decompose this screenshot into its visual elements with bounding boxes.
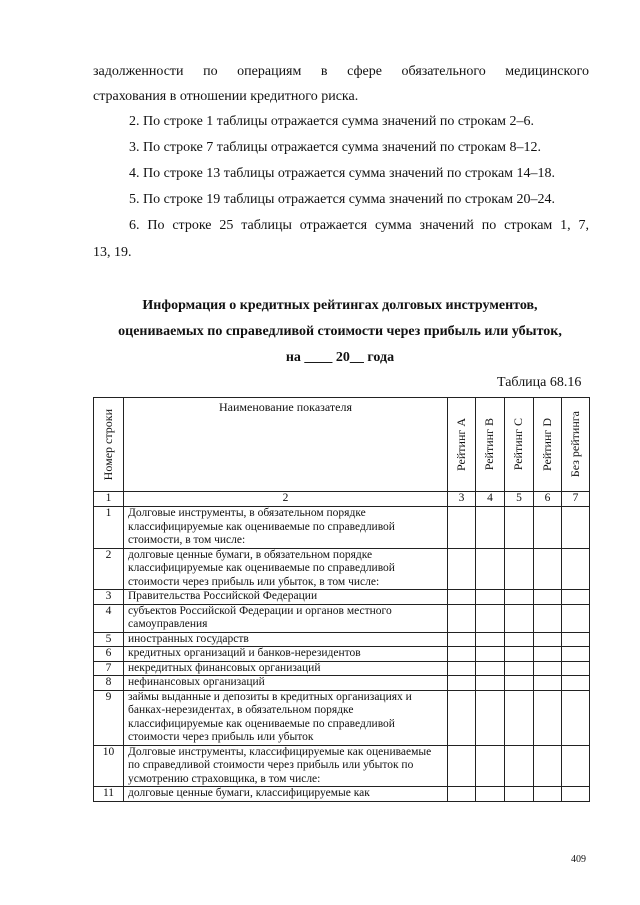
column-number-6: 6: [534, 492, 562, 507]
column-number-2: 2: [124, 492, 448, 507]
column-numbers-row: [94, 492, 590, 507]
intro-line-1: задолженности по операциям в сфере обязательного медицинского: [93, 64, 589, 79]
rating-c-cell: [505, 661, 534, 676]
no-rating-cell: [562, 647, 590, 662]
column-number-7: 7: [562, 492, 590, 507]
rating-d-cell: [534, 548, 562, 590]
rating-c-cell: [505, 676, 534, 691]
rating-b-cell: [476, 661, 505, 676]
row-number: 10: [94, 745, 124, 787]
table-row: [94, 690, 590, 745]
table-row: [94, 604, 590, 632]
rating-d-cell: [534, 507, 562, 549]
header-name: Наименование показателя: [124, 398, 448, 492]
table-row: [94, 745, 590, 787]
rating-c-cell: [505, 787, 534, 802]
table-row: [94, 647, 590, 662]
column-number-4: 4: [476, 492, 505, 507]
header-rating-b: [476, 398, 505, 492]
row-number: 3: [94, 590, 124, 605]
table-caption: Таблица 68.16: [497, 375, 582, 390]
row-name: займы выданные и депозиты в кредитных организациях и банках-нерезидентах, в обязательном порядке классифицируемые как оцениваемые по справедливой стоимости через прибыль или убыток: [124, 690, 448, 745]
rating-c-cell: [505, 507, 534, 549]
rating-c-cell: [505, 690, 534, 745]
no-rating-cell: [562, 507, 590, 549]
paragraph-item-6-line-2: 13, 19.: [93, 245, 132, 260]
row-name: некредитных финансовых организаций: [124, 661, 448, 676]
rating-a-cell: [448, 745, 476, 787]
row-name: иностранных государств: [124, 632, 448, 647]
table-row: [94, 590, 590, 605]
row-number: 9: [94, 690, 124, 745]
header-rating-b-label: Рейтинг B: [482, 418, 497, 471]
header-no-rating-label: Без рейтинга: [567, 411, 582, 478]
rating-a-cell: [448, 647, 476, 662]
no-rating-cell: [562, 661, 590, 676]
row-number: 2: [94, 548, 124, 590]
rating-c-cell: [505, 745, 534, 787]
rating-d-cell: [534, 690, 562, 745]
paragraph-item-2: 2. По строке 1 таблицы отражается сумма значений по строкам 2–6.: [129, 114, 535, 129]
rating-b-cell: [476, 787, 505, 802]
rating-d-cell: [534, 661, 562, 676]
rating-d-cell: [534, 787, 562, 802]
paragraph-item-5: 5. По строке 19 таблицы отражается сумма значений по строкам 20–24.: [129, 192, 556, 207]
table-row: [94, 676, 590, 691]
rating-b-cell: [476, 604, 505, 632]
rating-c-cell: [505, 647, 534, 662]
rating-a-cell: [448, 548, 476, 590]
no-rating-cell: [562, 548, 590, 590]
rating-d-cell: [534, 745, 562, 787]
row-name: долговые ценные бумаги, в обязательном порядке классифицируемые как оцениваемые по справедливой стоимости через прибыль или убыток, в том числе:: [124, 548, 448, 590]
no-rating-cell: [562, 787, 590, 802]
row-number: 6: [94, 647, 124, 662]
column-number-5: 5: [505, 492, 534, 507]
rating-d-cell: [534, 604, 562, 632]
column-number-1: 1: [94, 492, 124, 507]
rating-b-cell: [476, 647, 505, 662]
table-header-row: [94, 398, 590, 492]
rating-b-cell: [476, 676, 505, 691]
column-number-3: 3: [448, 492, 476, 507]
row-number: 5: [94, 632, 124, 647]
header-rating-c-label: Рейтинг C: [511, 418, 526, 471]
table-row: [94, 507, 590, 549]
no-rating-cell: [562, 676, 590, 691]
rating-c-cell: [505, 590, 534, 605]
rating-c-cell: [505, 548, 534, 590]
table-row: [94, 661, 590, 676]
table-title-line-1: Информация о кредитных рейтингах долговых инструментов,: [142, 298, 538, 313]
rating-b-cell: [476, 507, 505, 549]
rating-b-cell: [476, 548, 505, 590]
rating-a-cell: [448, 690, 476, 745]
rating-a-cell: [448, 676, 476, 691]
header-rating-d: [534, 398, 562, 492]
rating-c-cell: [505, 604, 534, 632]
table-title-line-2: оцениваемых по справедливой стоимости через прибыль или убыток,: [118, 324, 562, 339]
rating-a-cell: [448, 787, 476, 802]
row-name: Долговые инструменты, классифицируемые как оцениваемые по справедливой стоимости через прибыль или убыток по усмотрению страховщика, в том числе:: [124, 745, 448, 787]
rating-b-cell: [476, 745, 505, 787]
row-number: 1: [94, 507, 124, 549]
table-row: [94, 632, 590, 647]
no-rating-cell: [562, 690, 590, 745]
table-title-line-3: на ____ 20__ года: [285, 350, 395, 365]
rating-d-cell: [534, 676, 562, 691]
row-number: 7: [94, 661, 124, 676]
rating-b-cell: [476, 590, 505, 605]
row-number: 11: [94, 787, 124, 802]
row-name: нефинансовых организаций: [124, 676, 448, 691]
rating-c-cell: [505, 632, 534, 647]
paragraph-item-3: 3. По строке 7 таблицы отражается сумма значений по строкам 8–12.: [129, 140, 542, 155]
rating-d-cell: [534, 632, 562, 647]
intro-line-2: страхования в отношении кредитного риска.: [93, 89, 359, 104]
credit-ratings-table: [93, 397, 590, 802]
row-name: Долговые инструменты, в обязательном порядке классифицируемые как оцениваемые по справедливой стоимости, в том числе:: [124, 507, 448, 549]
rating-d-cell: [534, 590, 562, 605]
row-name: Правительства Российской Федерации: [124, 590, 448, 605]
no-rating-cell: [562, 604, 590, 632]
rating-b-cell: [476, 632, 505, 647]
paragraph-item-6-line-1: 6. По строке 25 таблицы отражается сумма значений по строкам 1, 7,: [129, 218, 589, 233]
page-number: 409: [571, 854, 586, 865]
rating-a-cell: [448, 604, 476, 632]
header-rating-c: [505, 398, 534, 492]
rating-d-cell: [534, 647, 562, 662]
no-rating-cell: [562, 745, 590, 787]
row-name: субъектов Российской Федерации и органов местного самоуправления: [124, 604, 448, 632]
rating-a-cell: [448, 507, 476, 549]
table-row: [94, 548, 590, 590]
header-rating-a-label: Рейтинг A: [453, 418, 468, 471]
header-rating-d-label: Рейтинг D: [539, 418, 554, 471]
row-number: 8: [94, 676, 124, 691]
row-number: 4: [94, 604, 124, 632]
header-rating-a: [448, 398, 476, 492]
header-row-number-label: Номер строки: [100, 408, 115, 481]
rating-a-cell: [448, 632, 476, 647]
header-no-rating: [562, 398, 590, 492]
row-name: долговые ценные бумаги, классифицируемые как: [124, 787, 448, 802]
rating-a-cell: [448, 661, 476, 676]
row-name: кредитных организаций и банков-нерезидентов: [124, 647, 448, 662]
no-rating-cell: [562, 590, 590, 605]
header-row-number: [94, 398, 124, 492]
rating-a-cell: [448, 590, 476, 605]
paragraph-item-4: 4. По строке 13 таблицы отражается сумма значений по строкам 14–18.: [129, 166, 556, 181]
rating-b-cell: [476, 690, 505, 745]
table-row: [94, 787, 590, 802]
no-rating-cell: [562, 632, 590, 647]
